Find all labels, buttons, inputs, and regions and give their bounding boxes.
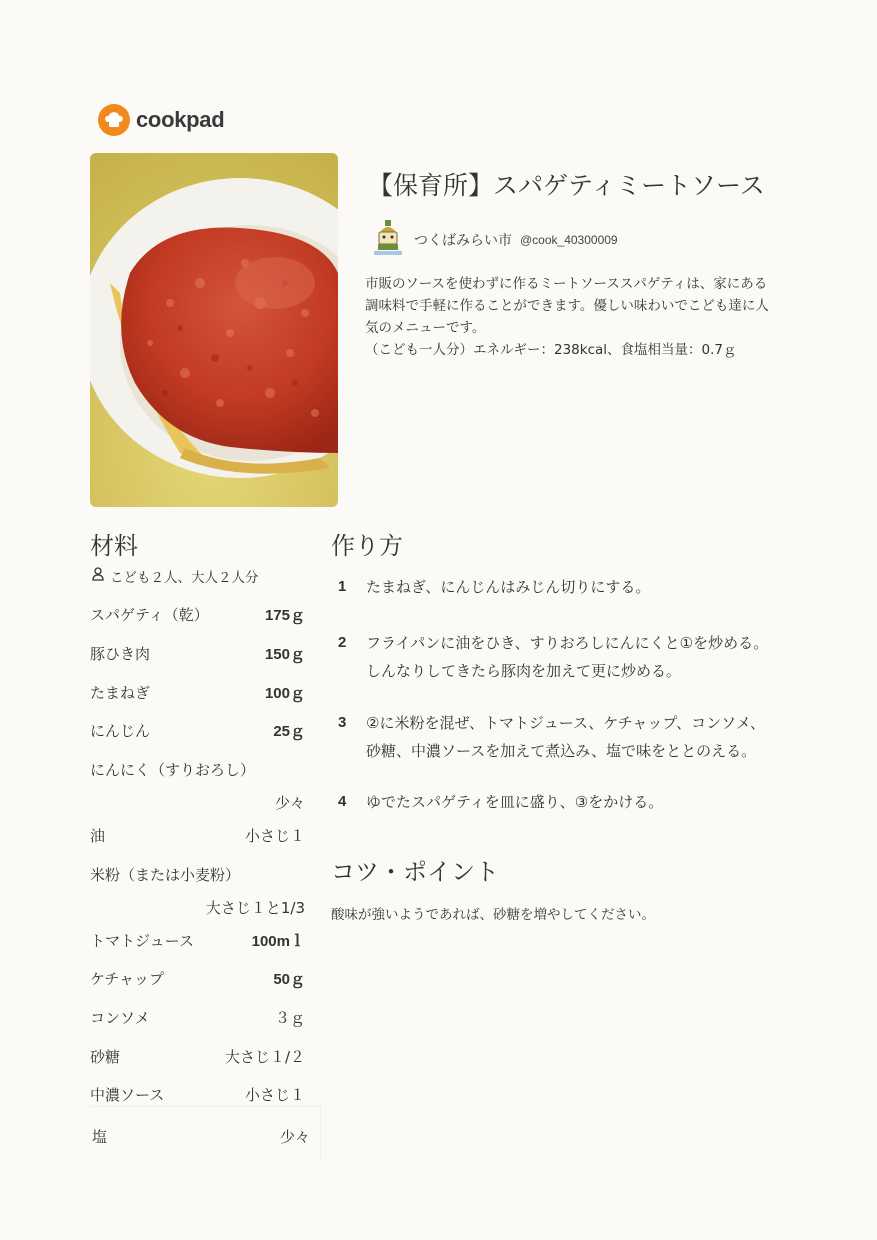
author-handle[interactable]: @cook_40300009: [520, 233, 618, 247]
ingredient-row: [90, 1046, 305, 1067]
ingredient-qty: 少々: [279, 1128, 310, 1146]
ingredient-qty: 150ｇ: [264, 646, 305, 663]
ingredient-name: コンソメ: [90, 1009, 150, 1027]
ingredient-row: [90, 604, 305, 625]
ingredient-qty: 25ｇ: [273, 723, 305, 740]
ingredient-name: たまねぎ: [90, 684, 151, 702]
ingredient-qty: 100mｌ: [251, 933, 305, 950]
recipe-description: [365, 273, 805, 361]
ingredient-row: [90, 682, 305, 703]
ingredient-qty: 50ｇ: [273, 971, 305, 988]
step-text: ゆでたスパゲティを皿に盛り、③をかける。: [366, 793, 664, 811]
step-number: 2: [338, 634, 347, 651]
ingredient-row: [90, 1084, 305, 1105]
brand-name: cookpad: [136, 107, 225, 132]
ingredient-name: ケチャップ: [90, 970, 164, 988]
ingredient-qty: 175ｇ: [264, 607, 305, 624]
step-text: しんなりしてきたら豚肉を加えて更に炒める。: [366, 662, 682, 680]
step-text: たまねぎ、にんじんはみじん切りにする。: [366, 578, 651, 596]
ingredient-name: 米粉（または小麦粉）: [90, 866, 241, 884]
author-avatar-icon: [370, 218, 406, 262]
person-icon: [92, 567, 104, 585]
nutrition-line: （こども一人分）エネルギー：238kcal、食塩相当量：0.7ｇ: [365, 342, 737, 358]
step-number: 4: [338, 793, 347, 810]
step-2: [338, 629, 818, 685]
ingredient-name: トマトジュース: [90, 932, 194, 950]
ingredient-qty: ３ｇ: [274, 1009, 305, 1027]
tips-heading: コツ・ポイント: [331, 858, 499, 886]
ingredient-row: [90, 643, 305, 664]
step-number: 1: [338, 578, 347, 595]
step-3: [338, 709, 818, 765]
ingredient-name: にんじん: [90, 722, 151, 740]
author-row[interactable]: [370, 218, 618, 262]
chef-hat-icon: [98, 104, 130, 136]
ingredient-row: [90, 1007, 305, 1028]
ingredient-name: スパゲティ（乾）: [90, 606, 209, 624]
ingredient-row: [90, 968, 305, 989]
ingredient-name: 砂糖: [90, 1048, 121, 1066]
ingredient-row: [90, 864, 305, 918]
ingredient-qty: 小さじ１: [244, 827, 305, 845]
description-line: 調味料で手軽に作ることができます。優しい味わいでこども達に人: [365, 298, 769, 314]
ingredient-qty: 少々: [274, 794, 305, 812]
ingredient-name: 油: [90, 827, 106, 845]
servings-row: [92, 566, 259, 586]
ingredient-row: [90, 759, 305, 813]
step-text: 砂糖、中濃ソースを加えて煮込み、塩で味をととのえる。: [366, 742, 757, 760]
ingredient-row: [90, 720, 305, 741]
step-number: 3: [338, 714, 347, 731]
ingredient-qty: 大さじ１/２: [224, 1048, 305, 1066]
step-text: ②に米粉を混ぜ、トマトジュース、ケチャップ、コンソメ、: [366, 714, 765, 732]
step-1: [338, 573, 818, 601]
servings-text: こども２人、大人２人分: [110, 570, 259, 586]
recipe-photo: [90, 153, 338, 507]
ingredient-name: 中濃ソース: [90, 1086, 165, 1104]
description-line: 市販のソースを使わずに作るミートソーススパゲティは、家にある: [365, 276, 768, 292]
method-heading: 作り方: [331, 532, 403, 560]
ingredient-qty: 小さじ１: [244, 1086, 305, 1104]
ingredient-row: [92, 1126, 310, 1147]
tips-text: 酸味が強いようであれば、砂糖を増やしてください。: [331, 907, 655, 923]
ingredient-row: [90, 930, 305, 951]
author-name[interactable]: つくばみらい市: [414, 233, 512, 249]
ingredient-qty: 大さじ１と1/3: [205, 899, 305, 917]
description-line: 気のメニューです。: [365, 320, 486, 336]
ingredient-name: 豚ひき肉: [90, 645, 151, 663]
step-4: [338, 788, 818, 816]
ingredient-row: [90, 825, 305, 846]
step-text: フライパンに油をひき、すりおろしにんにくと①を炒める。: [366, 634, 769, 652]
cookpad-logo[interactable]: [98, 104, 224, 136]
recipe-title: 【保育所】スパゲティミートソース: [368, 171, 765, 200]
ingredient-qty: 100ｇ: [264, 685, 305, 702]
ingredient-name: 塩: [92, 1128, 108, 1146]
ingredients-heading: 材料: [90, 532, 138, 560]
ingredient-name: にんにく（すりおろし）: [90, 761, 256, 779]
